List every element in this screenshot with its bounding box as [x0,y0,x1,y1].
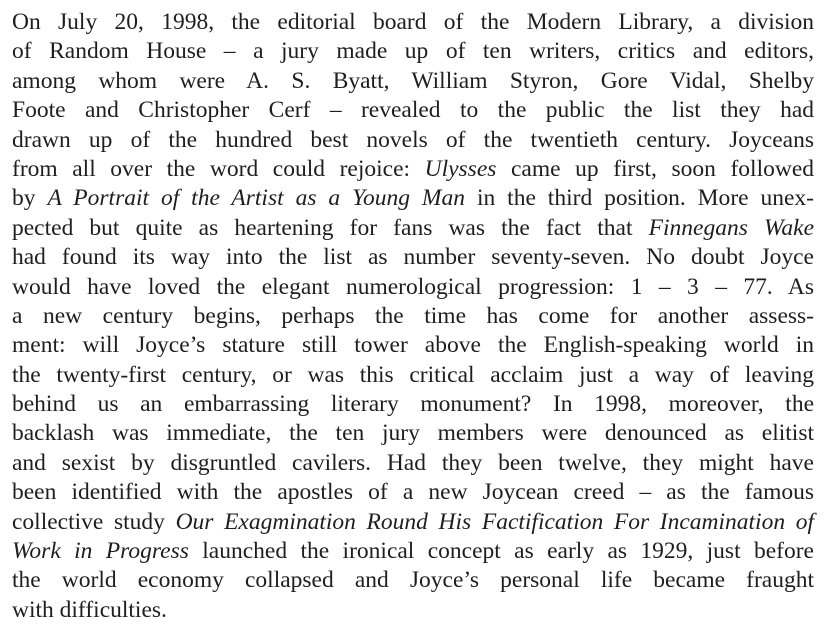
text-run: launched the ironical concept as early as 1929, just before [188,538,814,565]
text-run: and sexist by disgruntled cavilers. Had they been twelve, they might have [12,449,814,476]
text-line [12,214,814,243]
text-run: among whom were A. S. Byatt, William Styron, Gore Vidal, Shelby [12,67,814,94]
italic-title-text: Our Exagmination Round His Factification For Incamination of [175,508,815,535]
text-line [12,126,814,155]
text-line [12,596,814,625]
text-line [12,37,814,66]
text-line [12,390,814,419]
text-line [12,419,814,448]
text-line [12,67,814,96]
text-line [12,243,814,272]
text-line [12,96,814,125]
text-run: came up first, soon followed [496,155,814,182]
italic-title-text: Ulysses [424,155,497,182]
text-run: of Random House – a jury made up of ten writers, critics and editors, [12,38,814,65]
italic-title-text: Finnegans Wake [648,214,814,241]
italic-title-text: Work in Progress [12,538,189,565]
text-run: behind us an embarrassing literary monument? In 1998, moreover, the [12,391,814,418]
text-run: the world economy collapsed and Joyce’s personal life became fraught [12,567,814,594]
text-line [12,302,814,331]
body-paragraph [12,8,814,625]
text-run: had found its way into the list as number seventy-seven. No doubt Joyce [12,244,814,271]
text-line [12,155,814,184]
text-line [12,361,814,390]
text-run: by [12,185,48,212]
text-run: with difficulties. [12,596,167,623]
text-line [12,184,814,213]
text-line [12,273,814,302]
text-run: backlash was immediate, the ten jury members were denounced as elitist [12,420,814,447]
text-run: in the third position. More unex- [465,185,815,212]
text-line [12,8,814,37]
text-line [12,537,814,566]
text-run: would have loved the elegant numerological progression: 1 – 3 – 77. As [12,273,814,300]
text-run: drawn up of the hundred best novels of the twentieth century. Joyceans [12,126,814,153]
text-run: from all over the word could rejoice: [12,155,425,182]
text-run: ment: will Joyce’s stature still tower above the English-speaking world in [12,332,814,359]
text-line [12,566,814,595]
text-run: been identified with the apostles of a new Joycean creed – as the famous [12,479,814,506]
text-run: a new century begins, perhaps the time has come for another assess- [12,302,814,329]
text-run: the twenty-first century, or was this critical acclaim just a way of leaving [12,361,814,388]
text-run: collective study [12,508,176,535]
text-run: On July 20, 1998, the editorial board of the Modern Library, a division [12,9,814,35]
text-line [12,331,814,360]
text-run: Foote and Christopher Cerf – revealed to the public the list they had [12,97,814,124]
text-line [12,508,814,537]
text-run: pected but quite as heartening for fans was the fact that [12,214,649,241]
text-line [12,449,814,478]
text-line [12,478,814,507]
italic-title-text: A Portrait of the Artist as a Young Man [47,185,466,212]
